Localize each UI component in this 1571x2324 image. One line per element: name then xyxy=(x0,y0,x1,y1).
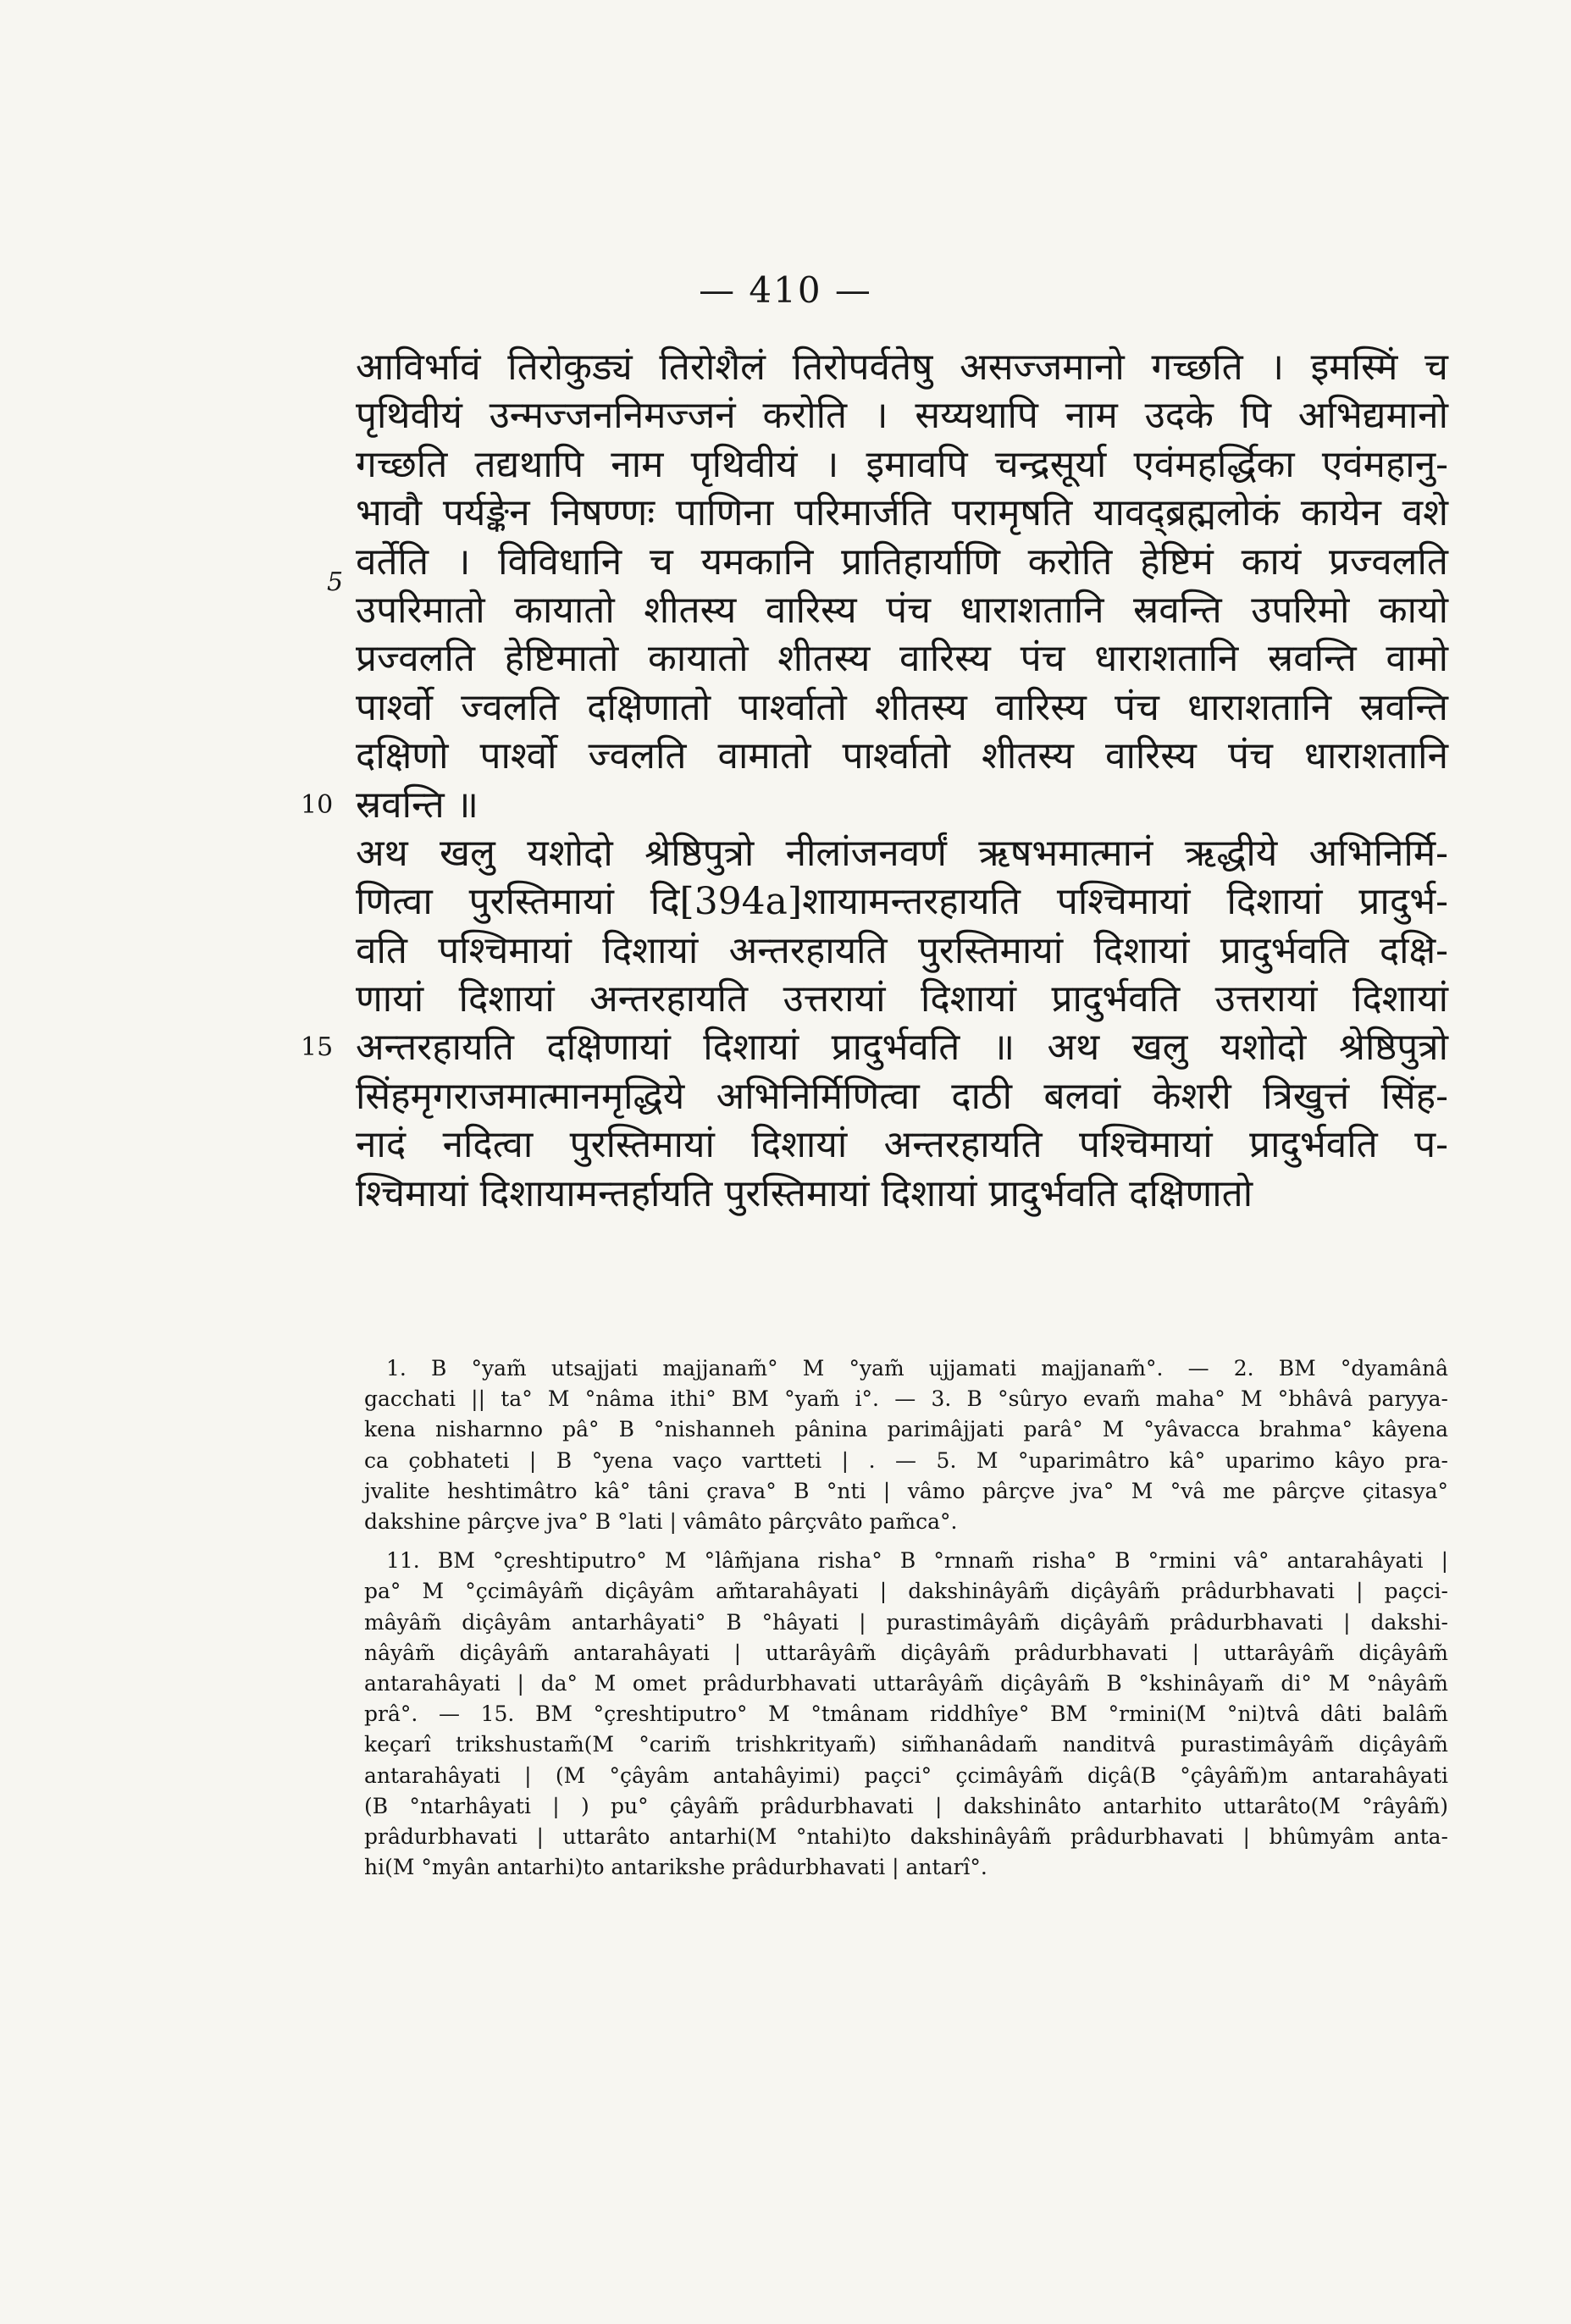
text-line xyxy=(356,927,1448,975)
footnote-line: kena nisharnno pâ° B °nishanneh pânina parimâjjati parâ° M °yâvacca brahma° kâyena xyxy=(364,1417,1448,1442)
footnote-line: antarahâyati | da° M omet prâdurbhavati uttarâyâm̃ diçâyâm̃ B °kshinâyam̃ di° M °nâyâm̃ xyxy=(364,1671,1448,1696)
line-number: 10 xyxy=(301,789,334,820)
text-line xyxy=(356,877,1448,926)
margin-mark: 5 xyxy=(327,567,344,597)
text-line-content: वर्तेति । विविधानि च यमकानि प्रातिहार्याणि करोति हेष्टिमं कायं प्रज्वलति xyxy=(356,540,1448,584)
text-line-content: पार्श्वो ज्वलति दक्षिणातो पार्श्वातो शीतस्य वारिस्य पंच धाराशतानि स्रवन्ति xyxy=(356,685,1448,729)
footnote-line: 1. B °yam̃ utsajjati majjanam̃° M °yam̃ ujjamati majjanam̃°. — 2. BM °dyamânâ xyxy=(386,1356,1448,1381)
footnote-gap xyxy=(364,1537,1448,1546)
footnote-line: (B °ntarhâyati | ) pu° çâyâm̃ prâdurbhavati | dakshinâto antarhito uttarâto(M °râyâm̃) xyxy=(364,1793,1448,1818)
footnote-line: 11. BM °çreshtiputro° M °lâm̃jana risha° B °rnnam̃ risha° B °rmini vâ° antarahâyati | xyxy=(386,1548,1448,1574)
text-line-content: नादं नदित्वा पुरस्तिमायां दिशायां अन्तरहायति पश्चिमायां प्रादुर्भवति प- xyxy=(356,1123,1448,1167)
footnote-line: prâ°. — 15. BM °çreshtiputro° M °tmânam riddhîye° BM °rmini(M °ni)tvâ dâti balâm̃ xyxy=(364,1702,1448,1727)
footnote-line: nâyâm̃ diçâyâm̃ antarahâyati | uttarâyâm̃ diçâyâm̃ prâdurbhavati | uttarâyâm̃ diçâyâm̃ xyxy=(364,1640,1448,1665)
footnote-line: jvalite heshtimâtro kâ° tâni çrava° B °nti | vâmo pârçve jva° M °vâ me pârçve çitasya° xyxy=(364,1478,1448,1503)
text-line xyxy=(356,489,1448,537)
text-line xyxy=(356,538,1448,586)
text-line xyxy=(356,732,1448,780)
text-line xyxy=(356,975,1448,1023)
text-line-content: पृथिवीयं उन्मज्जननिमज्जनं करोति । सय्यथापि नाम उदके पि अभिद्यमानो xyxy=(356,394,1448,438)
main-sanskrit-text xyxy=(301,343,1448,1218)
text-line-content: अन्तरहायति दक्षिणायां दिशायां प्रादुर्भवति ॥ अथ खलु यशोदो श्रेष्ठिपुत्रो xyxy=(356,1026,1448,1070)
footnotes xyxy=(364,1353,1448,1883)
footnote-line: prâdurbhavati | uttarâto antarhi(M °ntahi)to dakshinâyâm̃ prâdurbhavati | bhûmyâm anta- xyxy=(364,1824,1448,1850)
footnote-line: keçarî trikshustam̃(M °carim̃ trishkrityam̃) sim̃hanâdam̃ nanditvâ purastimâyâm̃ diçâyâm̃ xyxy=(364,1732,1448,1757)
footnote-line: mâyâm̃ diçâyâm antarhâyati° B °hâyati | purastimâyâm̃ diçâyâm̃ prâdurbhavati | dakshi- xyxy=(364,1609,1448,1635)
text-line xyxy=(356,829,1448,877)
text-line xyxy=(301,1023,1448,1071)
text-line xyxy=(356,1120,1448,1169)
footnote-line: gacchati || ta° M °nâma ithi° BM °yam̃ i°. — 3. B °sûryo evam̃ maha° M °bhâvâ paryya- xyxy=(364,1386,1448,1412)
footnote-line: ca çobhateti | B °yena vaço vartteti | . — 5. M °uparimâtro kâ° uparimo kâyo pra- xyxy=(364,1447,1448,1473)
page-number: — 410 — xyxy=(699,269,872,311)
text-line-content: वति पश्चिमायां दिशायां अन्तरहायति पुरस्तिमायां दिशायां प्रादुर्भवति दक्षि- xyxy=(356,928,1448,972)
text-line xyxy=(356,343,1448,391)
text-line-content: दक्षिणो पार्श्वो ज्वलति वामातो पार्श्वातो शीतस्य वारिस्य पंच धाराशतानि xyxy=(356,734,1448,778)
footnote-line: pa° M °çcimâyâm̃ diçâyâm am̃tarahâyati | dakshinâyâm̃ diçâyâm̃ prâdurbhavati | paçci- xyxy=(364,1579,1448,1604)
text-line xyxy=(356,634,1448,683)
text-line-content: भावौ पर्यङ्केन निषण्णः पाणिना परिमार्जति परामृषति यावद्ब्रह्मलोकं कायेन वशे xyxy=(356,491,1448,535)
text-line-content: आविर्भावं तिरोकुड्यं तिरोशैलं तिरोपर्वतेषु असज्जमानो गच्छति । इमस्मिं च xyxy=(356,346,1448,389)
footnote-line: hi(M °myân antarhi)to antarikshe prâdurbhavati | antarî°. xyxy=(364,1855,987,1880)
text-line xyxy=(301,781,1448,829)
line-number: 15 xyxy=(301,1032,334,1063)
text-line-content: अथ खलु यशोदो श्रेष्ठिपुत्रो नीलांजनवर्णं ऋषभमात्मानं ऋद्धीये अभिनिर्मि- xyxy=(356,831,1448,875)
footnote-line: antarahâyati | (M °çâyâm antahâyimi) paçci° çcimâyâm̃ diçâ(B °çâyâm̃)m antarahâyati xyxy=(364,1762,1448,1788)
text-line-content: उपरिमातो कायातो शीतस्य वारिस्य पंच धाराशतानि स्रवन्ति उपरिमो कायो xyxy=(356,588,1448,632)
text-line-content: स्रवन्ति ॥ xyxy=(356,783,479,827)
text-line-content: णायां दिशायां अन्तरहायति उत्तरायां दिशायां प्रादुर्भवति उत्तरायां दिशायां xyxy=(356,977,1448,1021)
text-line-content: गच्छति तद्यथापि नाम पृथिवीयं । इमावपि चन्द्रसूर्या एवंमहर्द्धिका एवंमहानु- xyxy=(356,442,1448,486)
text-line-content: णित्वा पुरस्तिमायां दि[394a]शायामन्तरहायति पश्चिमायां दिशायां प्रादुर्भ- xyxy=(356,880,1448,924)
text-line xyxy=(356,683,1448,732)
text-line xyxy=(356,440,1448,489)
footnote-line: dakshine pârçve jva° B °lati | vâmâto pârçvâto pam̃ca°. xyxy=(364,1509,958,1535)
text-line-content: श्चिमायां दिशायामन्तर्हायति पुरस्तिमायां दिशायां प्रादुर्भवति दक्षिणातो xyxy=(356,1171,1253,1215)
text-line-content: सिंहमृगराजमात्मानमृद्धिये अभिनिर्मिणित्वा दाठी बलवां केशरी त्रिखुत्तं सिंह- xyxy=(356,1074,1448,1118)
text-line xyxy=(356,1170,1448,1218)
text-line-content: प्रज्वलति हेष्टिमातो कायातो शीतस्य वारिस्य पंच धाराशतानि स्रवन्ति वामो xyxy=(356,637,1448,681)
text-line xyxy=(356,1072,1448,1120)
text-line xyxy=(356,391,1448,440)
text-line xyxy=(356,586,1448,634)
